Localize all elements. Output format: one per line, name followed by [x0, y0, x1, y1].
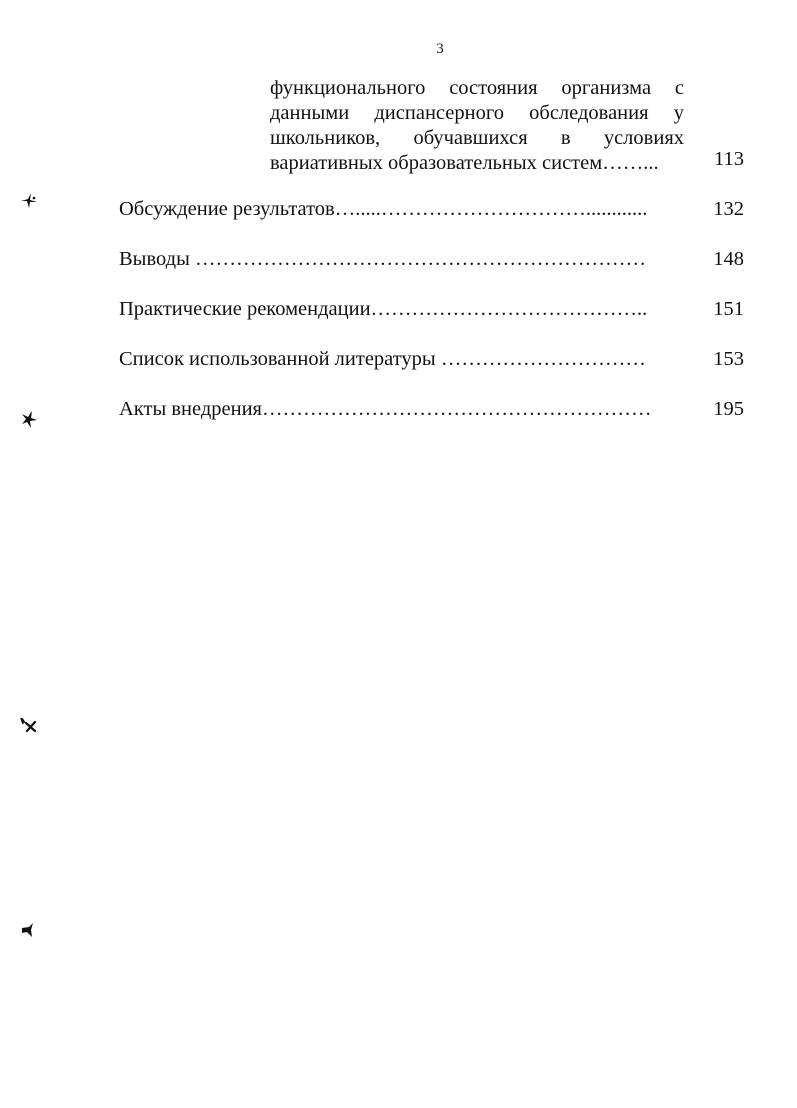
toc-entry-title: Список использованной литературы …………………………: [119, 348, 646, 370]
toc-entry-page: 195: [713, 398, 744, 420]
toc-entry-page: 151: [713, 298, 744, 320]
toc-entry-recommendations: [119, 296, 744, 322]
toc-continuation-page: 113: [714, 148, 744, 170]
toc-entry-page: 132: [713, 198, 744, 220]
toc-entry-title: Выводы …………………………………………………………: [119, 248, 646, 270]
page-number: 3: [436, 41, 444, 57]
toc-entry-page: 153: [713, 348, 744, 370]
toc-entry-conclusions: [119, 246, 744, 272]
toc-entry-references: [119, 346, 744, 372]
handwritten-mark-icon: [18, 920, 40, 942]
toc-entry-title: Практические рекомендации…………………………………..: [119, 298, 648, 320]
toc-continuation-line: функционального состояния организма с: [270, 77, 684, 99]
toc-entry-title: Акты внедрения…………………………………………………: [119, 398, 652, 420]
handwritten-mark-icon: [18, 408, 40, 430]
toc-entry-page: 148: [713, 248, 744, 270]
toc-entry-implementation-acts: [119, 396, 744, 422]
toc-entry-discussion: [119, 196, 744, 222]
toc-continuation-entry: [270, 76, 684, 176]
toc-continuation-line: школьников, обучавшихся в условиях: [270, 127, 684, 149]
toc-continuation-line: данными диспансерного обследования у: [270, 102, 684, 124]
handwritten-mark-icon: [18, 189, 40, 211]
toc-continuation-line: вариативных образовательных систем……...: [270, 152, 659, 174]
toc-entry-title: Обсуждение результатов….....…………………………............: [119, 198, 648, 220]
handwritten-mark-icon: [18, 714, 40, 736]
